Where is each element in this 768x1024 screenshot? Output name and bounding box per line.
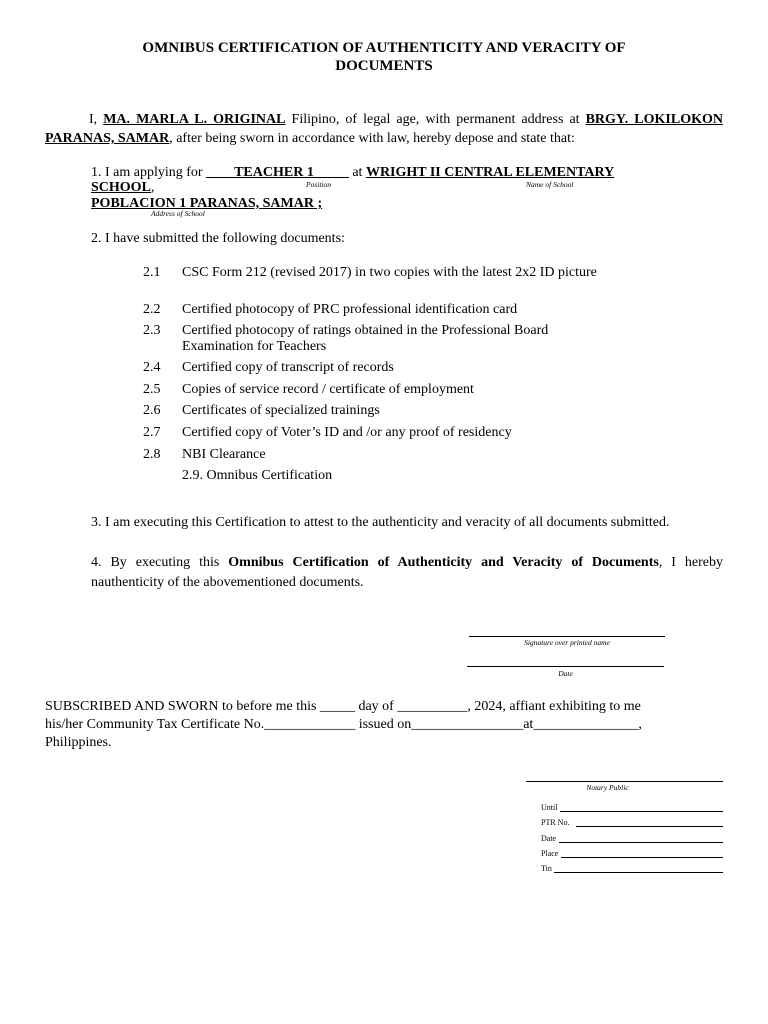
intro-middle: Filipino, of legal age, with permanent address at (285, 112, 586, 127)
notary-field-tin (541, 864, 552, 874)
item-3: 3. I am executing this Certification to attest to the authenticity and veracity of all documents submitted. (91, 515, 670, 530)
doc-text: CSC Form 212 (revised 2017) in two copies with the latest 2x2 ID picture (182, 265, 597, 280)
sworn-line-3: Philippines. (45, 735, 112, 750)
doc-num: 2.4 (143, 360, 161, 375)
doc-text: Certificates of specialized trainings (182, 403, 380, 418)
doc-text: Certified copy of transcript of records (182, 360, 394, 375)
notary-field-line[interactable] (561, 857, 723, 858)
doc-num: 2.7 (143, 425, 161, 440)
notary-field-line[interactable] (559, 842, 723, 843)
doc-num: 2.2 (143, 302, 161, 317)
item-1-at: at (348, 165, 366, 180)
date-caption: Date (558, 669, 573, 678)
item-1-line-2 (91, 179, 154, 196)
school-name-line-1: WRIGHT II CENTRAL ELEMENTARY (365, 165, 615, 180)
notary-field-label: Date (541, 834, 557, 843)
intro-suffix: , after being sworn in accordance with law, hereby depose and state that: (169, 131, 575, 146)
signature-line[interactable] (469, 636, 665, 637)
doc-num: 2.3 (143, 323, 161, 338)
doc-text: Certified photocopy of ratings obtained in the Professional Board Examination for Teachers (182, 323, 549, 354)
intro-prefix: I, (89, 112, 104, 127)
item-4 (91, 553, 723, 593)
signature-caption: Signature over printed name (524, 638, 610, 647)
doc-num: 2.5 (143, 382, 161, 397)
notary-caption: Notary Public (586, 783, 629, 792)
item-2-intro: 2. I have submitted the following documents: (91, 231, 345, 246)
notary-field-until (541, 803, 557, 813)
affiant-address: BRGY. LOKILOKON PARANAS, SAMAR (45, 112, 723, 146)
notary-field-line[interactable] (554, 872, 723, 873)
item-4-prefix: 4. By executing this (91, 555, 229, 570)
notary-field-line[interactable] (560, 811, 723, 812)
date-line[interactable] (467, 666, 664, 667)
title-line-2: DOCUMENTS (335, 58, 433, 74)
notary-field-label: Place (541, 849, 559, 858)
notary-field-label: Tin (541, 864, 552, 873)
doc-2-9: 2.9. Omnibus Certification (182, 468, 333, 483)
doc-num: 2.6 (143, 403, 161, 418)
position-caption: Position (306, 180, 332, 189)
sworn-statement (45, 698, 642, 752)
doc-text: Certified copy of Voter’s ID and /or any proof of residency (182, 425, 512, 440)
notary-field-place (541, 849, 558, 859)
notary-field-ptr (541, 818, 569, 828)
item-4-bold: Omnibus Certification of Authenticity and Veracity of Documents (228, 555, 659, 570)
notary-field-date (541, 834, 556, 844)
item-4-suffix: , I hereby nauthenticity of the abovementioned documents. (91, 555, 723, 590)
school-comma: , (150, 180, 155, 195)
notary-signature-line[interactable] (526, 781, 723, 782)
school-address: POBLACION 1 PARANAS, SAMAR ; (91, 196, 323, 211)
doc-num: 2.1 (143, 265, 161, 280)
sworn-line-2: his/her Community Tax Certificate No._____________ issued on________________at_______________, (45, 717, 642, 732)
item-1-prefix: 1. I am applying for (91, 165, 207, 180)
school-name-line-2: SCHOOL (91, 180, 151, 195)
doc-text: NBI Clearance (182, 447, 266, 462)
intro-paragraph (45, 110, 723, 148)
notary-field-label: PTR No. (541, 818, 570, 827)
applied-position: ____TEACHER 1_____ (206, 165, 349, 180)
title-line-1: OMNIBUS CERTIFICATION OF AUTHENTICITY AND VERACITY OF (142, 40, 626, 56)
affiant-name: MA. MARLA L. ORIGINAL (103, 112, 286, 127)
doc-text: Certified photocopy of PRC professional identification card (182, 302, 518, 317)
school-address-caption: Address of School (151, 209, 205, 218)
school-name-caption: Name of School (526, 180, 574, 189)
notary-field-label: Until (541, 803, 558, 812)
doc-num: 2.8 (143, 447, 161, 462)
notary-field-line[interactable] (576, 826, 723, 827)
item-1-line-1 (91, 164, 614, 181)
document-title (60, 39, 708, 75)
sworn-line-1: SUBSCRIBED AND SWORN to before me this _____ day of __________, 2024, affiant exhibiting to me (45, 699, 641, 714)
doc-text: Copies of service record / certificate of employment (182, 382, 474, 397)
